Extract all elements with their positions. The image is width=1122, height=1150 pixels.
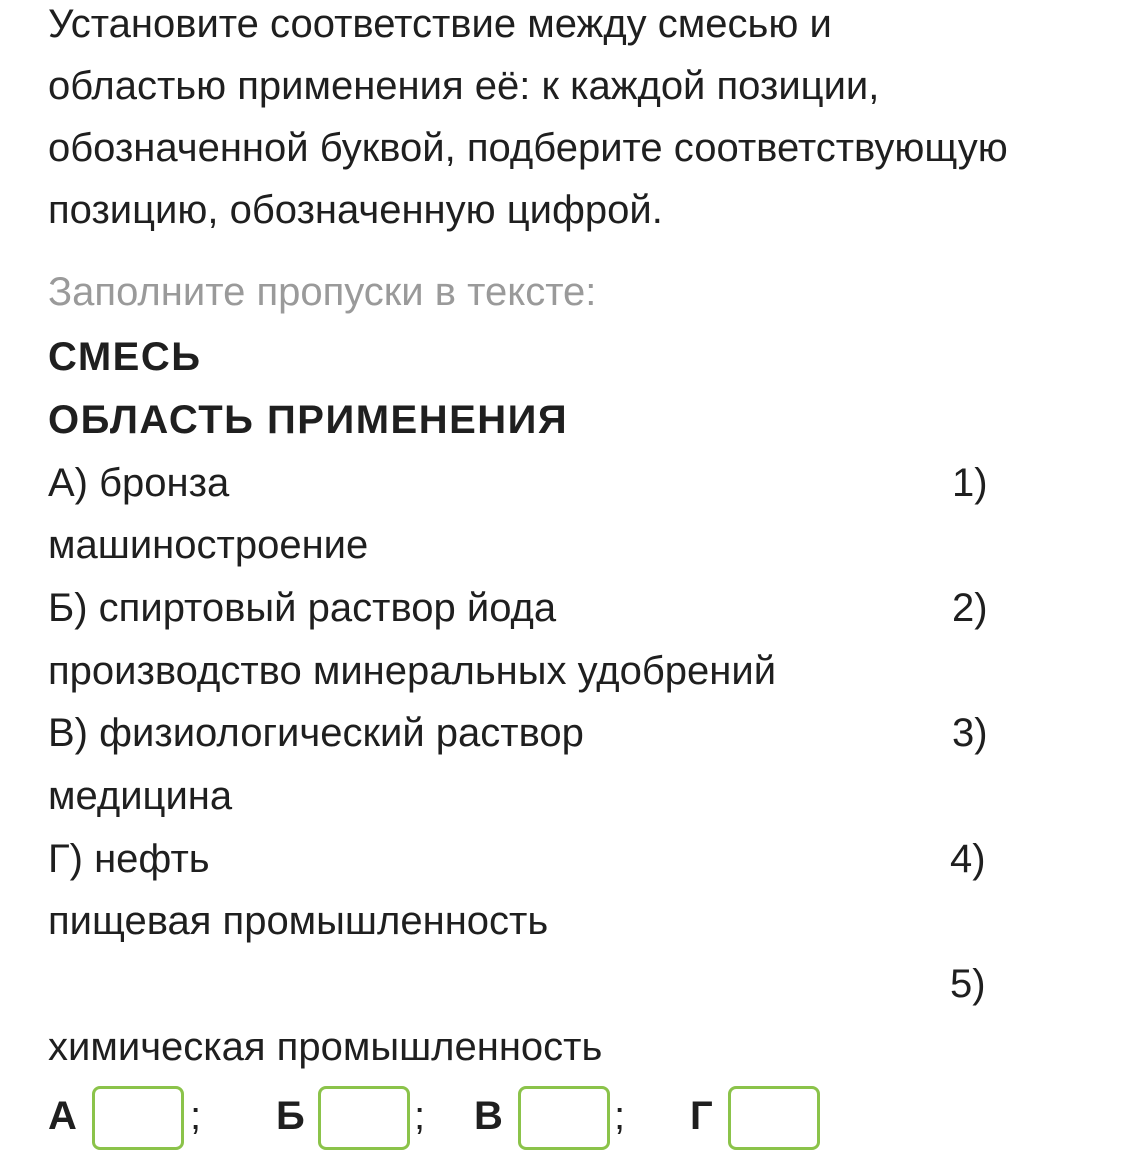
answer-label-b: Б <box>276 1094 305 1138</box>
answer-input-b[interactable] <box>318 1086 410 1150</box>
answer-label-v: В <box>474 1094 503 1138</box>
row-num-3: 3) <box>952 711 988 755</box>
row-num-5: 5) <box>950 962 986 1006</box>
answer-label-g: Г <box>690 1094 713 1138</box>
question-line-3: обозначенной буквой, подберите соответствующую <box>48 126 1008 170</box>
answer-separator: ; <box>190 1094 202 1138</box>
answer-input-a[interactable] <box>92 1086 184 1150</box>
row-left-v: В) физиологический раствор <box>48 711 584 755</box>
fill-gaps-hint: Заполните пропуски в тексте: <box>48 270 597 314</box>
header-mixture: СМЕСЬ <box>48 335 202 379</box>
row-num-1: 1) <box>952 461 988 505</box>
row-right-4: пищевая промышленность <box>48 899 549 943</box>
row-right-1: машиностроение <box>48 523 369 567</box>
answer-input-v[interactable] <box>518 1086 610 1150</box>
row-left-b: Б) спиртовый раствор йода <box>48 586 557 630</box>
row-left-g: Г) нефть <box>48 837 210 881</box>
answer-input-g[interactable] <box>728 1086 820 1150</box>
row-num-2: 2) <box>952 586 988 630</box>
row-left-a: А) бронза <box>48 461 230 505</box>
row-right-3: медицина <box>48 774 233 818</box>
header-application: ОБЛАСТЬ ПРИМЕНЕНИЯ <box>48 398 569 442</box>
question-line-4: позицию, обозначенную цифрой. <box>48 188 663 232</box>
question-line-1: Установите соответствие между смесью и <box>48 2 832 46</box>
answer-label-a: А <box>48 1094 77 1138</box>
answer-separator: ; <box>614 1094 626 1138</box>
row-right-2: производство минеральных удобрений <box>48 649 777 693</box>
row-num-4: 4) <box>950 837 986 881</box>
answer-separator: ; <box>414 1094 426 1138</box>
question-line-2: областью применения её: к каждой позиции, <box>48 64 880 108</box>
row-right-5: химическая промышленность <box>48 1025 603 1069</box>
